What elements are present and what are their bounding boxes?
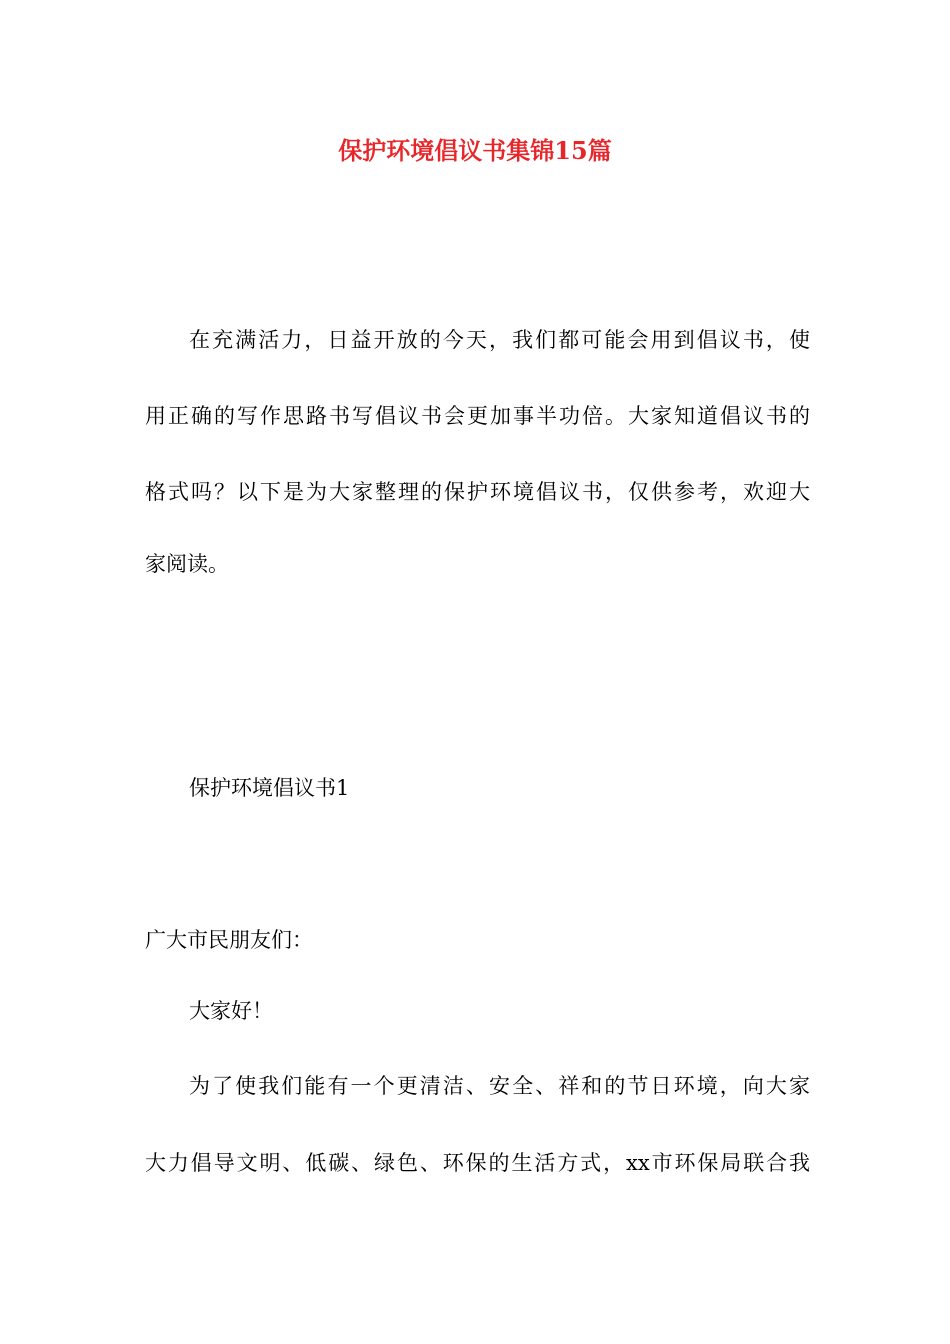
intro-line: 格式吗？以下是为大家整理的保护环境倡议书，仅供参考，欢迎大 — [145, 480, 810, 504]
body-line: 为了使我们能有一个更清洁、安全、祥和的节日环境，向大家 — [189, 1074, 810, 1098]
intro-line: 用正确的写作思路书写倡议书会更加事半功倍。大家知道倡议书的 — [145, 404, 810, 428]
intro-line: 在充满活力，日益开放的今天，我们都可能会用到倡议书，使 — [189, 328, 810, 352]
section-heading: 保护环境倡议书1 — [189, 776, 350, 800]
salutation: 广大市民朋友们： — [145, 928, 313, 952]
document-title: 保护环境倡议书集锦15篇 — [338, 136, 612, 165]
body-line: 大力倡导文明、低碳、绿色、环保的生活方式，xx市环保局联合我 — [145, 1151, 810, 1175]
greeting: 大家好！ — [189, 999, 273, 1023]
intro-line: 家阅读。 — [145, 552, 229, 576]
